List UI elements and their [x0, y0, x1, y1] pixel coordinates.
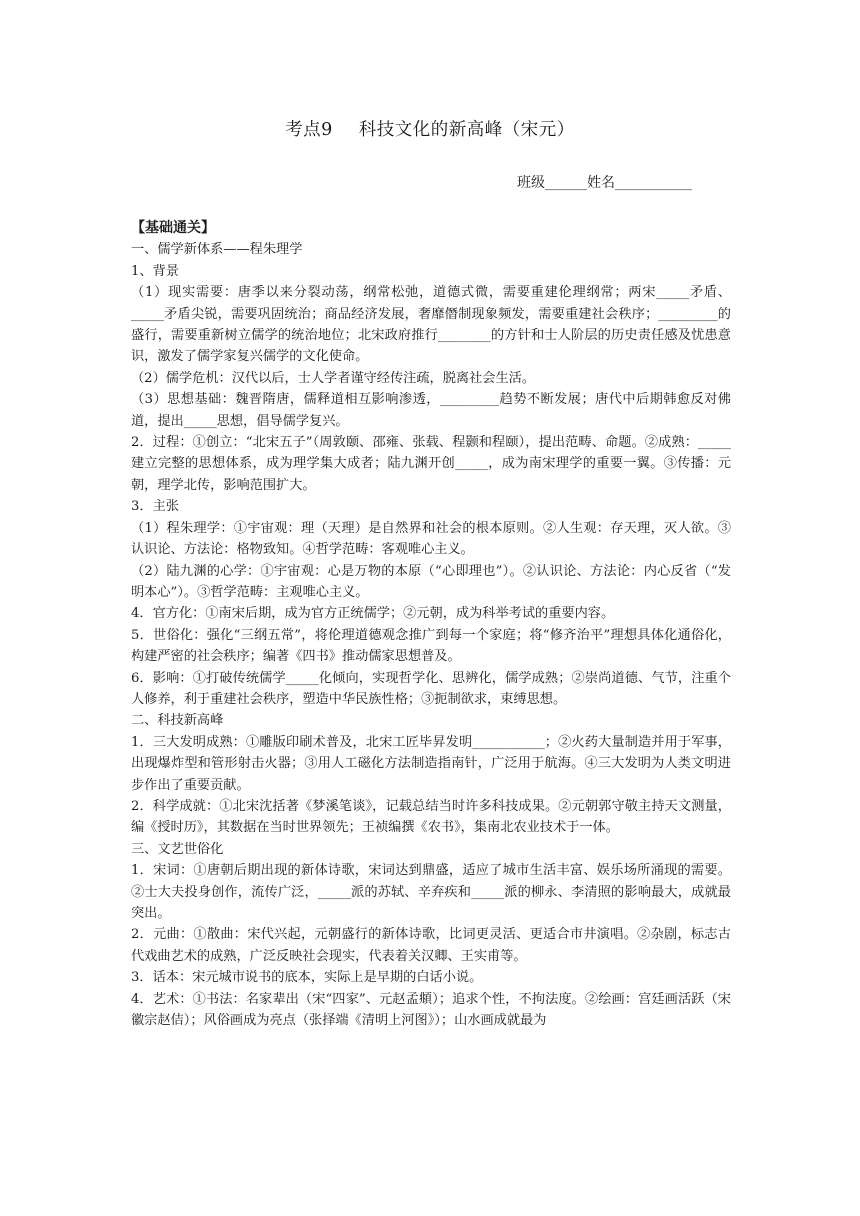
paragraph: 5．世俗化：强化“三纲五常”，将伦理道德观念推广到每一个家庭；将“修齐治平”理想具体化通俗化，构建严密的社会秩序；编著《四书》推动儒家思想普及。 [131, 627, 731, 665]
paragraph: （1）程朱理学：①宇宙观：理（天理）是自然界和社会的根本原则。②人生观：存天理，灭人欲。③认识论、方法论：格物致知。④哲学范畴：客观唯心主义。 [131, 520, 731, 558]
paragraph: 2．科学成就：①北宋沈括著《梦溪笔谈》，记载总结当时许多科技成果。②元朝郭守敬主持天文测量，编《授时历》，其数据在当时世界领先；王祯编撰《农书》，集南北农业技术于一体。 [131, 798, 731, 836]
paragraph: 2．元曲：①散曲：宋代兴起，元朝盛行的新体诗歌，比词更灵活、更适合市井演唱。②杂剧，标志古代戏曲艺术的成熟，广泛反映社会现实，代表着关汉卿、王实甫等。 [131, 927, 731, 964]
paragraph: 3．主张 [131, 499, 179, 515]
paragraph: 6．影响：①打破传统儒学_____化倾向，实现哲学化、思辨化，儒学成熟；②崇尚道德、气节，注重个人修养，利于重建社会秩序，塑造中华民族性格；③扼制欲求，束缚思想。 [131, 670, 731, 707]
document-body [131, 218, 731, 1031]
paragraph: 4．官方化：①南宋后期，成为官方正统儒学；②元朝，成为科举考试的重要内容。 [131, 606, 615, 622]
paragraph: （1）现实需要：唐季以来分裂动荡，纲常松弛，道德式微，需要重建伦理纲常；两宋_____矛盾、_____矛盾尖锐，需要巩固统治；商品经济发展，奢靡僭制现象频发，需要重建社会秩序；_________的盛行，需要重新树立儒学的统治地位；北宋政府推行________的方针和士人阶层的历史责任感及忧患意识，激发了儒学家复兴儒学的文化使命。 [131, 285, 731, 365]
paragraph: （2）儒学危机：汉代以后，士人学者谨守经传注疏，脱离社会生活。 [131, 370, 536, 386]
class-name-field: 班级______姓名___________ [517, 175, 692, 191]
paragraph: 4．艺术：①书法：名家辈出（宋“四家”、元赵孟頫）；追求个性，不拘法度。②绘画：宫廷画活跃（宋徽宗赵佶）；风俗画成为亮点（张择端《清明上河图》）；山水画成就最为 [131, 991, 731, 1029]
paragraph: （3）思想基础：魏晋隋唐，儒释道相互影响渗透，_________趋势不断发展；唐代中后期韩愈反对佛道，提出_____思想，倡导儒学复兴。 [131, 392, 731, 429]
title-text: 科技文化的新高峰（宋元） [358, 120, 575, 140]
page-title [0, 116, 860, 141]
paragraph: 3．话本：宋元城市说书的底本，实际上是早期的白话小说。 [131, 970, 483, 986]
paragraph: 三、文艺世俗化 [131, 841, 224, 857]
paragraph: 二、科技新高峰 [131, 713, 224, 729]
paragraph: 1．宋词：①唐朝后期出现的新体诗歌，宋词达到鼎盛，适应了城市生活丰富、娱乐场所涌现的需要。②士大夫投身创作，流传广泛，_____派的苏轼、辛弃疾和_____派的柳永、李清照的影响最大，成就最突出。 [131, 863, 731, 921]
paragraph: 1．三大发明成熟：①雕版印刷术普及，北宋工匠毕昇发明___________；②火药大量制造并用于军事，出现爆炸型和管形射击火器；③用人工磁化方法制造指南针，广泛用于航海。④三大发明为人类文明进步作出了重要贡献。 [131, 734, 731, 793]
paragraph: 一、儒学新体系——程朱理学 [131, 242, 303, 258]
section-heading: 【基础通关】 [131, 220, 215, 236]
paragraph: 2．过程：①创立：“北宋五子”（周敦颐、邵雍、张载、程颢和程颐），提出范畴、命题。②成熟：_____建立完整的思想体系，成为理学集大成者；陆九渊开创_____，成为南宋理学的重要一翼。③传播：元朝，理学北传，影响范围扩大。 [131, 435, 731, 493]
paragraph: 1、背景 [131, 263, 179, 279]
paragraph: （2）陆九渊的心学：①宇宙观：心是万物的本原（“心即理也”）。②认识论、方法论：内心反省（“发明本心”）。③哲学范畴：主观唯心主义。 [131, 563, 731, 600]
title-prefix: 考点9 [285, 120, 333, 140]
